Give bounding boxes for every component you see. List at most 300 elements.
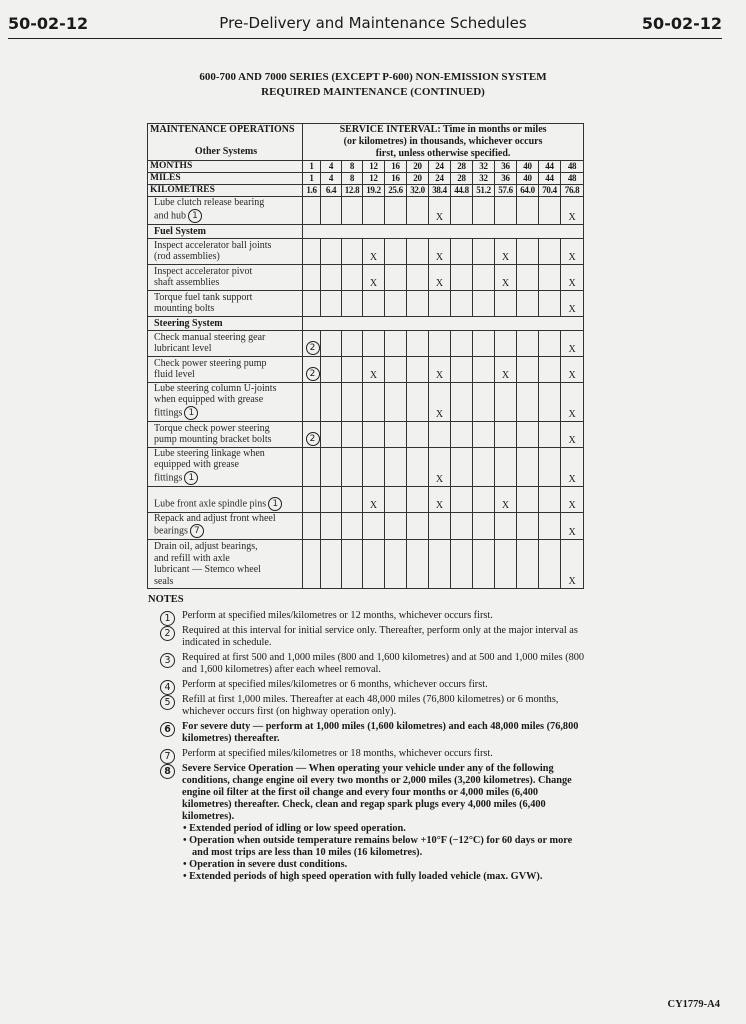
interval-cell: [473, 290, 495, 316]
interval-cell: [517, 447, 539, 486]
operation-line: bearings 7: [154, 524, 299, 538]
interval-cell: [321, 486, 342, 512]
note-number-circle: 3: [160, 653, 175, 668]
interval-cell: [303, 540, 321, 589]
table-header-row: [148, 124, 584, 161]
interval-cell: X: [429, 197, 451, 225]
interval-cell: [451, 512, 473, 540]
months-value: 8: [342, 161, 363, 173]
table-row: [148, 238, 584, 264]
months-row: [148, 161, 584, 173]
interval-cell: [473, 356, 495, 382]
note-bullet: • Operation when outside temperature remains below +10°F (−12°C) for 60 days or more and most trips are less than 10 miles (16 kilometres).: [183, 835, 573, 858]
interval-cell: [495, 540, 517, 589]
interval-cell: [473, 486, 495, 512]
operation-line: lubricant level: [154, 343, 212, 354]
page-number-right: 50-02-12: [641, 14, 722, 33]
interval-cell: X: [429, 238, 451, 264]
table-row: [148, 382, 584, 421]
operation-label: [148, 197, 303, 225]
maint-ops-header: MAINTENANCE OPERATIONS Other Systems: [148, 124, 303, 161]
operation-line: Torque fuel tank support: [154, 291, 253, 303]
miles-value: 16: [385, 173, 407, 185]
operation-line: Lube front axle spindle pins 1: [154, 497, 299, 511]
kilometres-value: 51.2: [473, 185, 495, 197]
interval-cell: [303, 356, 321, 382]
kilometres-value: 57.6: [495, 185, 517, 197]
interval-cell: [363, 540, 385, 589]
interval-cell: [342, 486, 363, 512]
months-value: 4: [321, 161, 342, 173]
miles-value: 32: [473, 173, 495, 185]
section-blank: [303, 316, 584, 330]
interval-cell: X: [429, 264, 451, 290]
interval-cell: [539, 290, 561, 316]
table-row: [148, 197, 584, 225]
months-value: 20: [407, 161, 429, 173]
kilometres-value: 6.4: [321, 185, 342, 197]
interval-cell: X: [363, 356, 385, 382]
interval-cell: [321, 290, 342, 316]
interval-cell: X: [561, 512, 584, 540]
note-text: Required at this interval for initial service only. Thereafter, perform only at the major interval as indicated in schedule.: [182, 625, 578, 648]
interval-cell: [303, 447, 321, 486]
note-text: For severe duty — perform at 1,000 miles (1,600 kilometres) and each 48,000 miles (76,800 kilometres) thereafter.: [182, 721, 579, 744]
interval-cell: [451, 264, 473, 290]
interval-cell: [363, 330, 385, 356]
section-row: [148, 316, 584, 330]
table-row: [148, 290, 584, 316]
operation-line: Repack and adjust front wheel: [154, 512, 276, 524]
interval-cell: [451, 447, 473, 486]
interval-cell: [473, 264, 495, 290]
operation-line: pump mounting bracket bolts: [154, 434, 272, 445]
interval-cell: [495, 382, 517, 421]
operation-label: [148, 238, 303, 264]
figure-code: CY1779-A4: [667, 999, 720, 1010]
operation-line: Check power steering pump: [154, 357, 267, 369]
miles-value: 28: [451, 173, 473, 185]
note-number-circle: 6: [160, 722, 175, 737]
interval-cell: [517, 330, 539, 356]
interval-cell: [539, 421, 561, 447]
interval-cell: [451, 421, 473, 447]
interval-cell: [473, 197, 495, 225]
note-ref-circle: 7: [190, 524, 204, 538]
note-bullet: • Operation in severe dust conditions.: [183, 859, 348, 870]
interval-cell: [303, 421, 321, 447]
interval-cell: [539, 238, 561, 264]
operation-line: equipped with grease: [154, 459, 239, 470]
interval-cell: [342, 356, 363, 382]
operation-label: [148, 486, 303, 512]
document-title-line2: REQUIRED MAINTENANCE (CONTINUED): [261, 86, 485, 98]
interval-cell: [473, 238, 495, 264]
interval-cell: [517, 512, 539, 540]
operation-label: [148, 447, 303, 486]
interval-cell: X: [561, 382, 584, 421]
interval-cell: [407, 486, 429, 512]
miles-value: 1: [303, 173, 321, 185]
operation-label: [148, 512, 303, 540]
interval-cell: [429, 512, 451, 540]
interval-cell: [321, 356, 342, 382]
interval-cell: [407, 330, 429, 356]
service-interval-header: SERVICE INTERVAL: Time in months or miles (or kilometres) in thousands, whichever occurs first, unless otherwise specified.: [303, 124, 584, 161]
months-value: 32: [473, 161, 495, 173]
interval-cell: [385, 447, 407, 486]
interval-cell: [473, 421, 495, 447]
note-ref-circle: 1: [184, 471, 198, 485]
miles-label: MILES: [148, 173, 303, 185]
months-value: 28: [451, 161, 473, 173]
months-value: 48: [561, 161, 584, 173]
section-blank: [303, 224, 584, 238]
interval-cell: [517, 290, 539, 316]
interval-cell: [385, 290, 407, 316]
operation-line: Inspect accelerator ball joints: [154, 239, 272, 251]
interval-cell: X: [561, 197, 584, 225]
table-row: [148, 421, 584, 447]
interval-cell: [495, 197, 517, 225]
note-item: [160, 625, 586, 649]
document-title: [0, 70, 746, 100]
interval-cell: [385, 197, 407, 225]
kilometres-label: KILOMETRES: [148, 185, 303, 197]
table-row: [148, 447, 584, 486]
interval-cell: [342, 512, 363, 540]
interval-cell: [303, 197, 321, 225]
interval-cell: [473, 330, 495, 356]
interval-cell: [385, 238, 407, 264]
interval-cell: [363, 447, 385, 486]
interval-cell: [539, 447, 561, 486]
months-value: 1: [303, 161, 321, 173]
note-item: [160, 763, 586, 823]
interval-cell: [539, 540, 561, 589]
interval-cell: [517, 356, 539, 382]
interval-cell: X: [561, 290, 584, 316]
interval-cell: [303, 330, 321, 356]
kilometres-value: 76.8: [561, 185, 584, 197]
operation-label: [148, 540, 303, 589]
interval-cell: [385, 382, 407, 421]
note-number-circle: 5: [160, 695, 175, 710]
page-header: [0, 10, 746, 40]
interval-cell: [429, 290, 451, 316]
note-text: Perform at specified miles/kilometres or 6 months, whichever occurs first.: [182, 679, 488, 690]
interval-cell: X: [561, 540, 584, 589]
interval-cell: [342, 382, 363, 421]
interval-cell: [517, 382, 539, 421]
interval-cell: [321, 447, 342, 486]
interval-cell: [342, 290, 363, 316]
interval-cell: [363, 382, 385, 421]
miles-value: 4: [321, 173, 342, 185]
kilometres-row: [148, 185, 584, 197]
operation-label: [148, 421, 303, 447]
interval-cell: X: [561, 486, 584, 512]
table-row: [148, 486, 584, 512]
header-title: Pre-Delivery and Maintenance Schedules: [219, 14, 527, 32]
operation-line: fluid level: [154, 369, 195, 380]
miles-value: 44: [539, 173, 561, 185]
interval-cell: [407, 290, 429, 316]
note-text: Severe Service Operation — When operating your vehicle under any of the following conditions, change engine oil every two months or 2,000 miles (3,200 kilometres). Change engine oil filter at the first oil change and every four months or 4,000 miles (6,400 kilometres) thereafter. Check, clean and regap spark plugs every 4,000 miles (6,400 kilometres).: [182, 763, 572, 822]
miles-value: 36: [495, 173, 517, 185]
note-text: Required at first 500 and 1,000 miles (800 and 1,600 kilometres) and at 500 and 1,000 miles (800 and 1,600 kilometres) after each wheel removal.: [182, 652, 585, 675]
operation-line: Lube steering column U-joints: [154, 382, 277, 394]
miles-row: [148, 173, 584, 185]
interval-cell: X: [561, 356, 584, 382]
interval-cell: [429, 540, 451, 589]
interval-cell: X: [429, 356, 451, 382]
note-item: [160, 610, 586, 622]
note-text: Perform at specified miles/kilometres or 18 months, whichever occurs first.: [182, 748, 493, 759]
miles-value: 20: [407, 173, 429, 185]
interval-cell: X: [495, 356, 517, 382]
operation-line: seals: [154, 575, 174, 587]
kilometres-value: 32.0: [407, 185, 429, 197]
kilometres-value: 38.4: [429, 185, 451, 197]
interval-cell: [385, 330, 407, 356]
operation-line: and hub 1: [154, 209, 299, 223]
interval-cell: [321, 382, 342, 421]
interval-cell: [385, 264, 407, 290]
maintenance-table: [147, 123, 584, 589]
interval-cell: [451, 382, 473, 421]
interval-cell: [539, 356, 561, 382]
miles-value: 48: [561, 173, 584, 185]
note-number-circle: 1: [160, 611, 175, 626]
months-value: 16: [385, 161, 407, 173]
interval-cell: X: [363, 264, 385, 290]
interval-cell: [385, 512, 407, 540]
interval-cell: [363, 421, 385, 447]
operation-line: Inspect accelerator pivot: [154, 265, 253, 277]
note-text: Perform at specified miles/kilometres or 12 months, whichever occurs first.: [182, 610, 493, 621]
interval-cell: [303, 486, 321, 512]
note-ref-circle: 1: [184, 406, 198, 420]
note-item: [160, 679, 586, 691]
kilometres-value: 70.4: [539, 185, 561, 197]
header-rule: [8, 38, 722, 39]
interval-cell: [342, 264, 363, 290]
interval-cell: [385, 486, 407, 512]
interval-cell: X: [561, 238, 584, 264]
interval-cell: [517, 197, 539, 225]
interval-cell: [517, 486, 539, 512]
note-ref-circle: 1: [188, 209, 202, 223]
interval-cell: X: [495, 486, 517, 512]
interval-cell: [473, 447, 495, 486]
operation-line: and refill with axle: [154, 552, 230, 564]
interval-cell: [407, 512, 429, 540]
interval-cell: [429, 330, 451, 356]
months-value: 40: [517, 161, 539, 173]
interval-cell: X: [561, 264, 584, 290]
note-item: [160, 694, 586, 718]
interval-cell: [539, 512, 561, 540]
months-value: 36: [495, 161, 517, 173]
table-row: [148, 264, 584, 290]
interval-cell: [385, 540, 407, 589]
interval-cell: [495, 421, 517, 447]
interval-cell: [473, 512, 495, 540]
interval-cell: [473, 540, 495, 589]
interval-cell: [407, 356, 429, 382]
interval-cell: X: [429, 382, 451, 421]
interval-cell: [321, 330, 342, 356]
note-ref-circle: 2: [306, 367, 320, 381]
interval-cell: [407, 264, 429, 290]
interval-cell: [473, 382, 495, 421]
kilometres-value: 12.8: [342, 185, 363, 197]
interval-cell: [517, 421, 539, 447]
operation-line: mounting bolts: [154, 303, 215, 314]
miles-value: 24: [429, 173, 451, 185]
note-ref-circle: 1: [268, 497, 282, 511]
interval-cell: [342, 540, 363, 589]
operation-label: [148, 356, 303, 382]
operation-line: fittings 1: [154, 406, 299, 420]
miles-value: 12: [363, 173, 385, 185]
interval-cell: X: [429, 486, 451, 512]
interval-cell: [407, 382, 429, 421]
operation-label: [148, 330, 303, 356]
interval-cell: [303, 290, 321, 316]
note-bullet: • Extended period of idling or low speed operation.: [183, 823, 406, 834]
operation-line: Drain oil, adjust bearings,: [154, 541, 258, 552]
table-row: [148, 356, 584, 382]
miles-value: 8: [342, 173, 363, 185]
interval-cell: [517, 238, 539, 264]
interval-cell: X: [561, 447, 584, 486]
interval-cell: [539, 486, 561, 512]
interval-cell: [517, 540, 539, 589]
interval-cell: [407, 238, 429, 264]
interval-cell: [303, 264, 321, 290]
interval-cell: [451, 197, 473, 225]
note-bullet: • Extended periods of high speed operation with fully loaded vehicle (max. GVW).: [183, 871, 543, 882]
operation-line: Lube steering linkage when: [154, 447, 265, 459]
interval-cell: [342, 330, 363, 356]
interval-cell: [495, 290, 517, 316]
interval-cell: [451, 540, 473, 589]
kilometres-value: 64.0: [517, 185, 539, 197]
note-number-circle: 7: [160, 749, 175, 764]
operation-label: [148, 290, 303, 316]
note-number-circle: 8: [160, 764, 175, 779]
note-number-circle: 4: [160, 680, 175, 695]
interval-cell: X: [561, 421, 584, 447]
interval-cell: [429, 421, 451, 447]
interval-cell: [407, 421, 429, 447]
operation-line: Torque check power steering: [154, 422, 270, 434]
interval-cell: [495, 330, 517, 356]
interval-cell: X: [363, 486, 385, 512]
interval-cell: [321, 197, 342, 225]
interval-cell: X: [561, 330, 584, 356]
interval-cell: [517, 264, 539, 290]
operation-line: shaft assemblies: [154, 277, 220, 288]
table-row: [148, 540, 584, 589]
interval-cell: [539, 382, 561, 421]
document-title-line1: 600-700 AND 7000 SERIES (EXCEPT P-600) NON-EMISSION SYSTEM: [199, 71, 547, 83]
operation-label: [148, 264, 303, 290]
section-label: Steering System: [148, 316, 303, 330]
note-ref-circle: 2: [306, 432, 320, 446]
interval-cell: [539, 330, 561, 356]
interval-cell: [451, 486, 473, 512]
operation-line: Check manual steering gear: [154, 331, 266, 343]
interval-cell: [407, 197, 429, 225]
interval-cell: [385, 421, 407, 447]
note-item: [160, 721, 586, 745]
operation-label: [148, 382, 303, 421]
interval-cell: [495, 512, 517, 540]
kilometres-value: 1.6: [303, 185, 321, 197]
interval-cell: [451, 290, 473, 316]
interval-cell: [342, 447, 363, 486]
notes-title: NOTES: [148, 594, 184, 605]
interval-cell: [407, 540, 429, 589]
note-text: Refill at first 1,000 miles. Thereafter at each 48,000 miles (76,800 kilometres) or 6 months, whichever occurs first (on highway operation only).: [182, 694, 559, 717]
months-value: 44: [539, 161, 561, 173]
interval-cell: [342, 238, 363, 264]
interval-cell: [495, 447, 517, 486]
interval-cell: [321, 264, 342, 290]
interval-cell: [363, 512, 385, 540]
operation-line: when equipped with grease: [154, 394, 264, 405]
interval-cell: [303, 238, 321, 264]
months-value: 24: [429, 161, 451, 173]
operation-line: lubricant — Stemco wheel: [154, 564, 261, 575]
operation-line: fittings 1: [154, 471, 299, 485]
months-value: 12: [363, 161, 385, 173]
interval-cell: [451, 356, 473, 382]
note-item: [160, 652, 586, 676]
operation-line: Lube clutch release bearing: [154, 197, 265, 208]
note-item: [160, 748, 586, 760]
interval-cell: [321, 238, 342, 264]
note-ref-circle: 2: [306, 341, 320, 355]
note-bullets: [160, 823, 586, 883]
interval-cell: [303, 512, 321, 540]
table-row: [148, 330, 584, 356]
interval-cell: [451, 330, 473, 356]
interval-cell: [539, 197, 561, 225]
interval-cell: [539, 264, 561, 290]
interval-cell: [342, 197, 363, 225]
interval-cell: X: [363, 238, 385, 264]
notes-list: [160, 610, 586, 883]
kilometres-value: 44.8: [451, 185, 473, 197]
section-label: Fuel System: [148, 224, 303, 238]
operation-line: (rod assemblies): [154, 251, 220, 262]
interval-cell: [407, 447, 429, 486]
kilometres-value: 25.6: [385, 185, 407, 197]
interval-cell: [451, 238, 473, 264]
kilometres-value: 19.2: [363, 185, 385, 197]
interval-cell: [303, 382, 321, 421]
interval-cell: [363, 290, 385, 316]
interval-cell: X: [495, 238, 517, 264]
interval-cell: [321, 512, 342, 540]
interval-cell: [321, 421, 342, 447]
interval-cell: [363, 197, 385, 225]
miles-value: 40: [517, 173, 539, 185]
